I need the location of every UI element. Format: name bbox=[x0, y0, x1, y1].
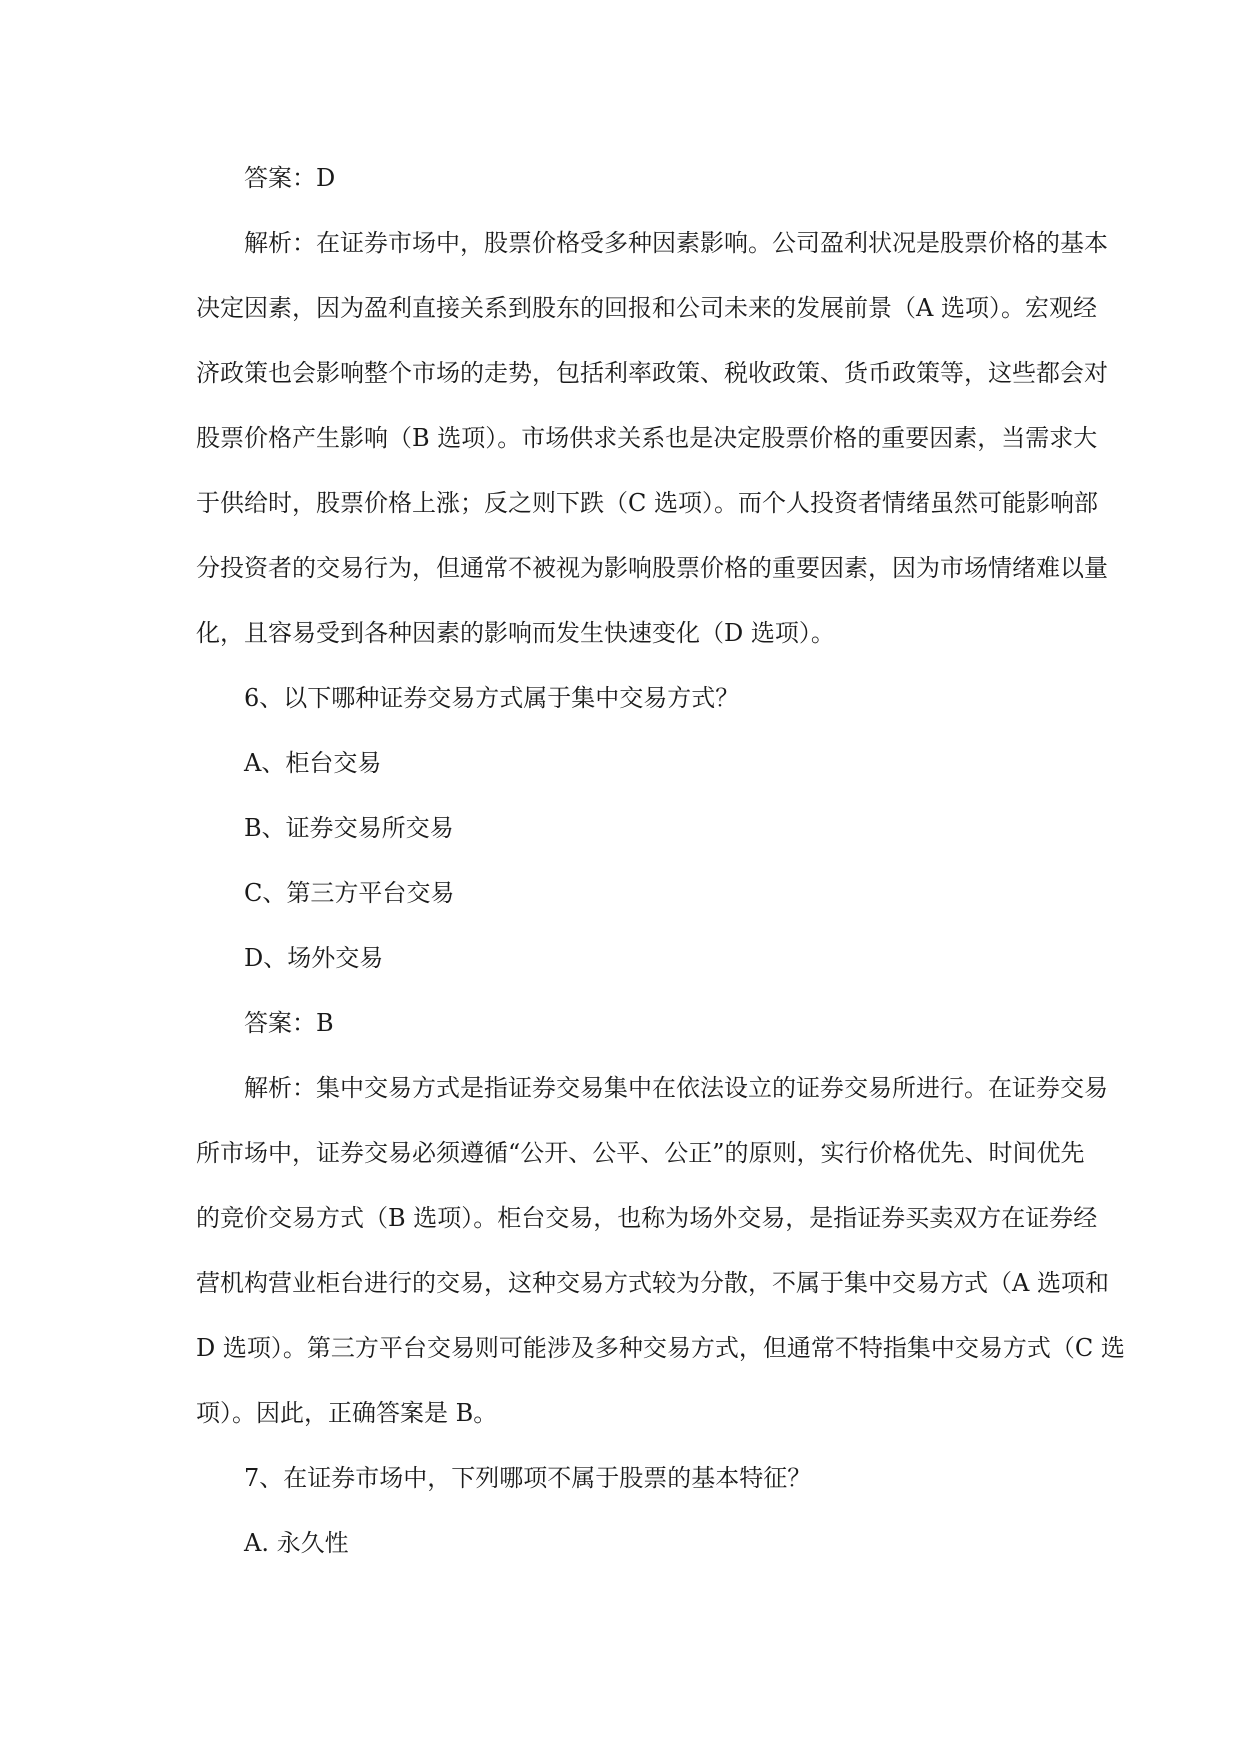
question-6-section bbox=[196, 666, 1125, 1446]
page-content bbox=[196, 146, 1125, 1576]
option-b: B、证券交易所交易 bbox=[244, 814, 454, 842]
answer-line: 答案：D bbox=[244, 164, 336, 192]
analysis-line: 解析：集中交易方式是指证券交易集中在依法设立的证券交易所进行。在证券交易 bbox=[244, 1074, 1108, 1102]
option-d: D、场外交易 bbox=[244, 944, 384, 972]
analysis-line: 营机构营业柜台进行的交易，这种交易方式较为分散，不属于集中交易方式（A 选项和 bbox=[196, 1269, 1109, 1297]
analysis-line: 化，且容易受到各种因素的影响而发生快速变化（D 选项）。 bbox=[196, 619, 835, 647]
answer-line: 答案：B bbox=[244, 1009, 334, 1037]
analysis-line: D 选项）。第三方平台交易则可能涉及多种交易方式，但通常不特指集中交易方式（C 选 bbox=[196, 1334, 1125, 1362]
question-5-section bbox=[196, 146, 1108, 666]
analysis-line: 的竞价交易方式（B 选项）。柜台交易，也称为场外交易，是指证券买卖双方在证券经 bbox=[196, 1204, 1098, 1232]
analysis-line: 决定因素，因为盈利直接关系到股东的回报和公司未来的发展前景（A 选项）。宏观经 bbox=[196, 294, 1097, 322]
question-text: 7、在证券市场中，下列哪项不属于股票的基本特征？ bbox=[244, 1464, 812, 1492]
analysis-paragraph bbox=[196, 211, 1108, 666]
analysis-line: 项）。因此，正确答案是 B。 bbox=[196, 1399, 498, 1427]
analysis-line: 股票价格产生影响（B 选项）。市场供求关系也是决定股票价格的重要因素，当需求大 bbox=[196, 424, 1098, 452]
analysis-line: 所市场中，证券交易必须遵循“公开、公平、公正”的原则，实行价格优先、时间优先 bbox=[196, 1139, 1085, 1167]
option-a: A、柜台交易 bbox=[244, 749, 382, 777]
analysis-line: 分投资者的交易行为，但通常不被视为影响股票价格的重要因素，因为市场情绪难以量 bbox=[196, 554, 1108, 582]
option-c: C、第三方平台交易 bbox=[244, 879, 455, 907]
option-a: A. 永久性 bbox=[244, 1529, 349, 1557]
question-text: 6、以下哪种证券交易方式属于集中交易方式？ bbox=[244, 684, 740, 712]
analysis-line: 解析：在证券市场中，股票价格受多种因素影响。公司盈利状况是股票价格的基本 bbox=[244, 229, 1108, 257]
analysis-line: 于供给时，股票价格上涨；反之则下跌（C 选项）。而个人投资者情绪虽然可能影响部 bbox=[196, 489, 1098, 517]
analysis-line: 济政策也会影响整个市场的走势，包括利率政策、税收政策、货币政策等，这些都会对 bbox=[196, 359, 1108, 387]
question-7-section bbox=[196, 1446, 1096, 1576]
analysis-paragraph bbox=[196, 1056, 1125, 1446]
